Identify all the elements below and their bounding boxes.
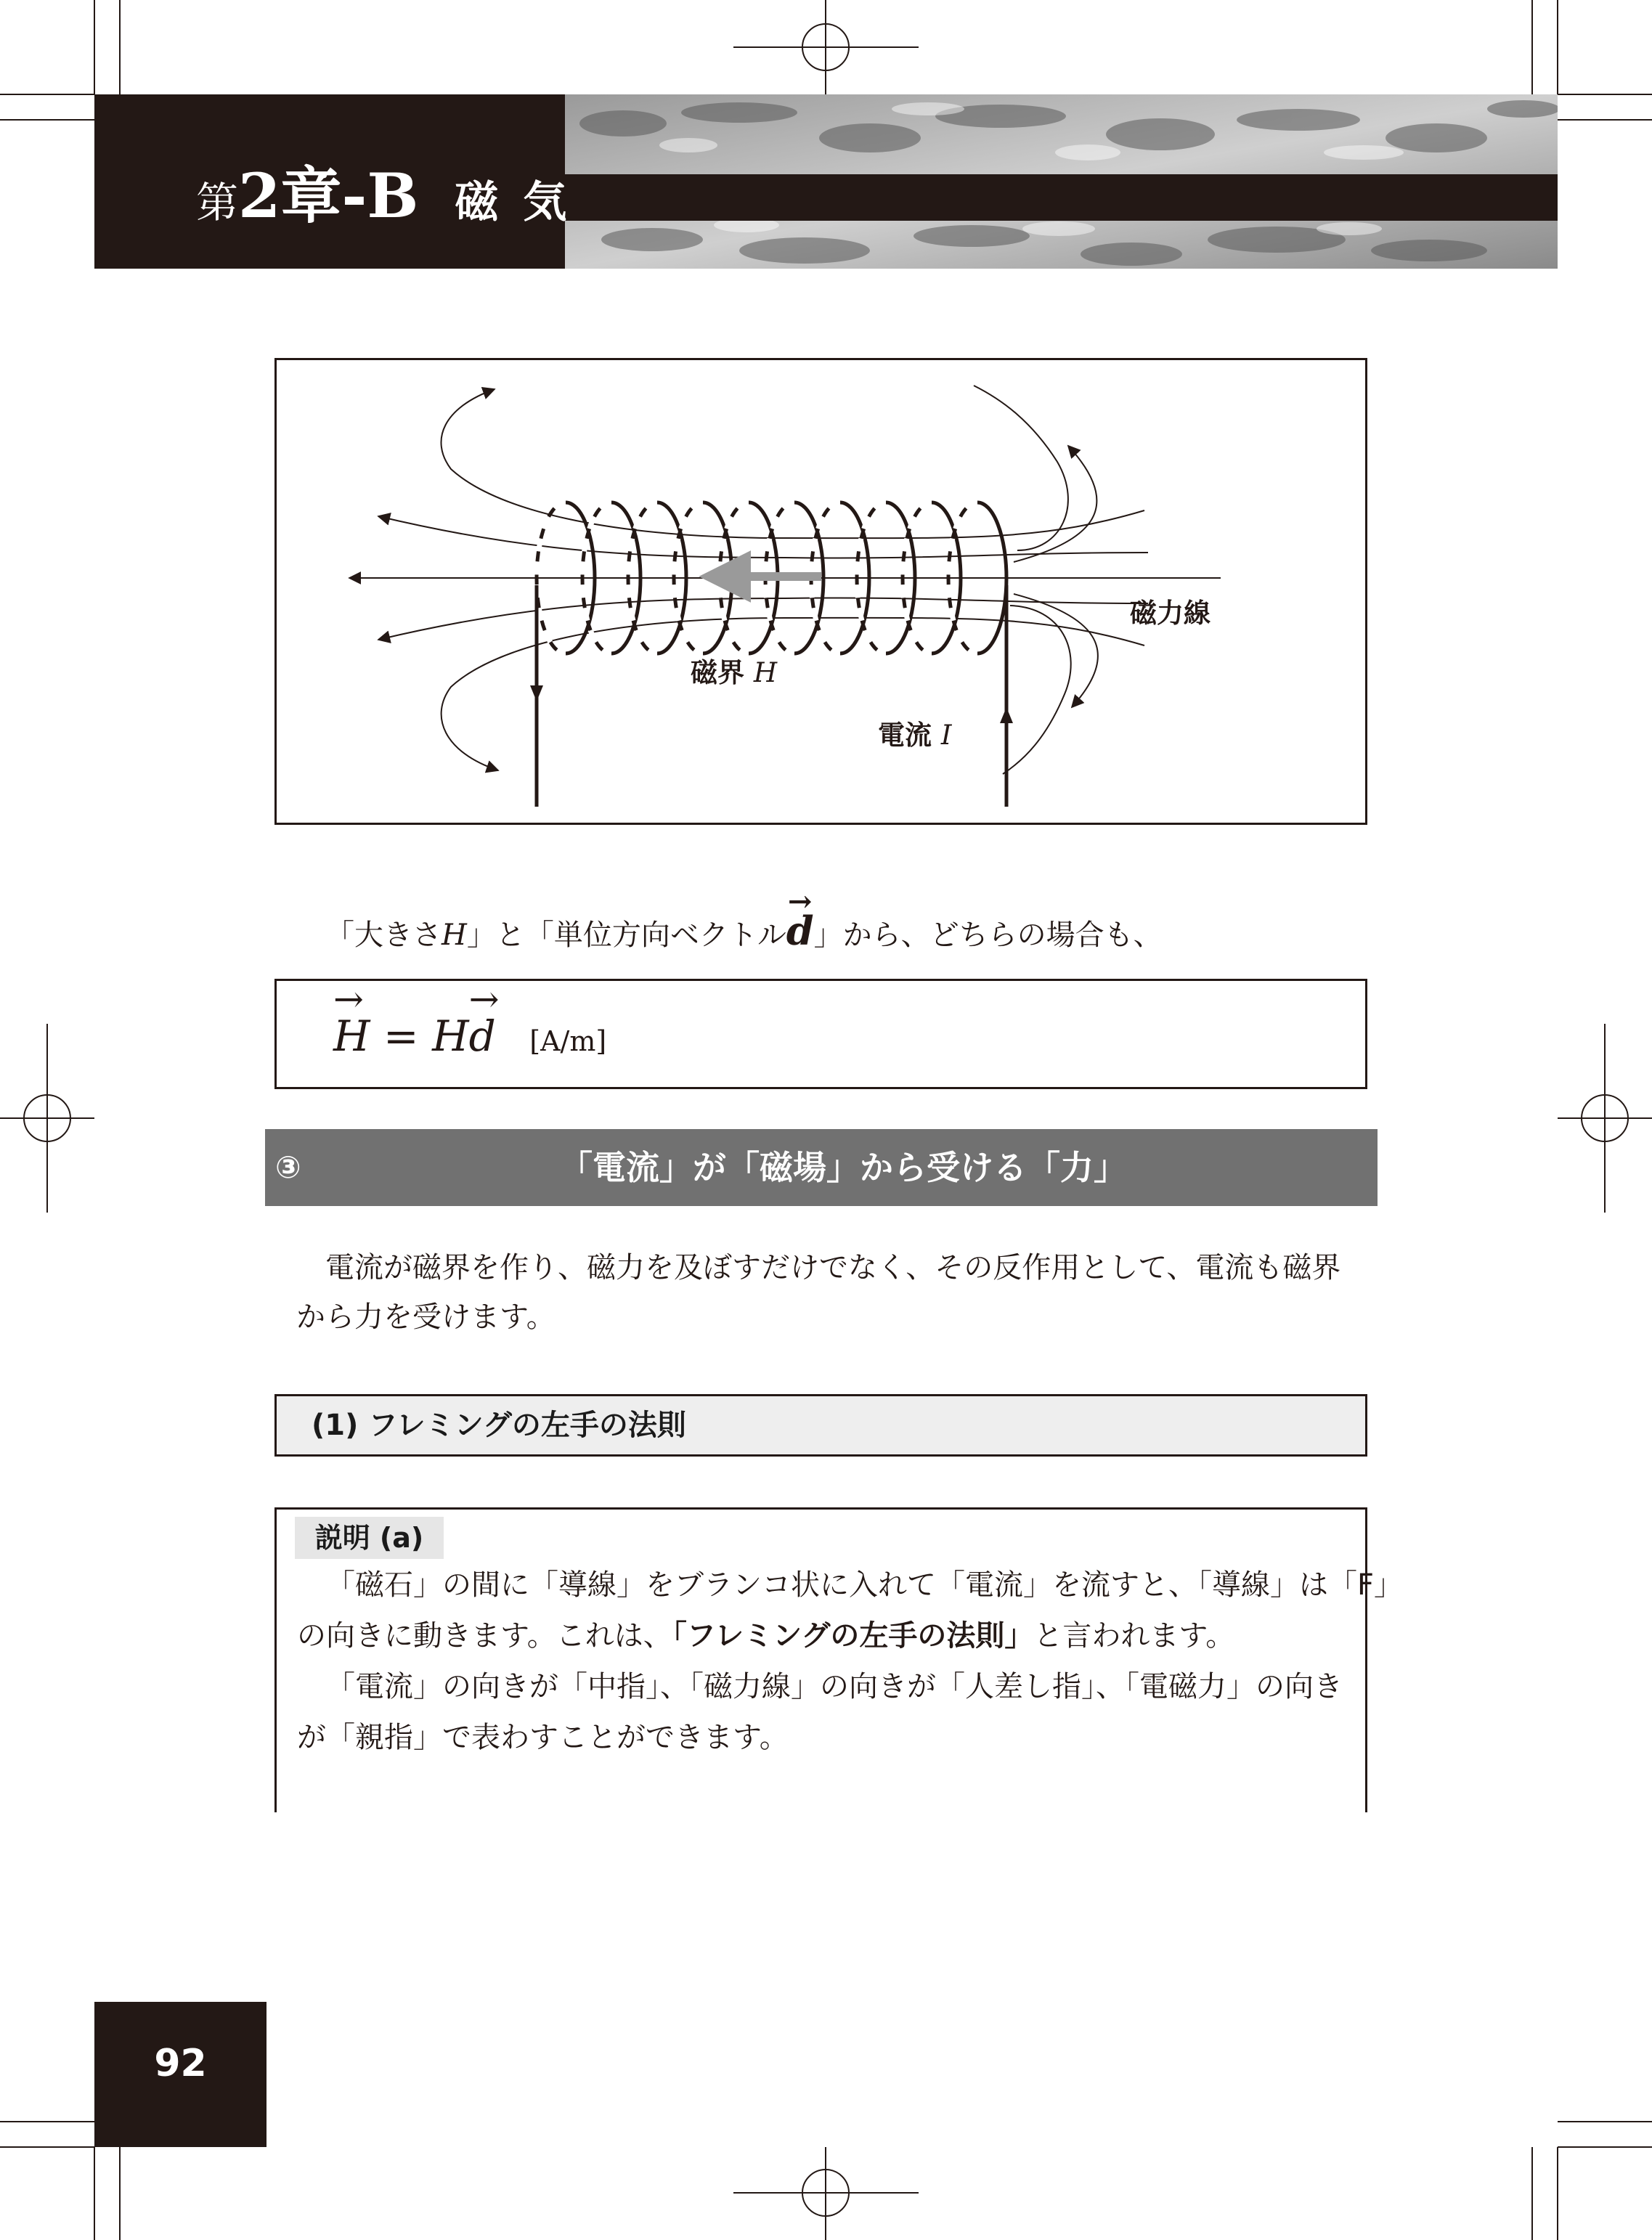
chapter-prefix: 第 (196, 178, 239, 227)
subsection-header (274, 1394, 1367, 1457)
label-current: 電流 I (878, 720, 952, 751)
explanation-tag: 説明 (a) (295, 1517, 444, 1559)
solenoid-figure (274, 358, 1367, 825)
field-line-lower-1 (378, 598, 1148, 640)
section-number: ③ (275, 1149, 301, 1185)
field-line-return-lower-right (1014, 594, 1098, 707)
header-stripe (565, 174, 1558, 221)
page-number-block (94, 2002, 266, 2147)
explanation-box (274, 1507, 1404, 1812)
formula-box (274, 979, 1367, 1089)
field-line-return-right (1014, 446, 1096, 562)
intro-sentence: 「大きさH」と「単位方向ベクトル→ d」から、どちらの場合も、 (325, 906, 1163, 960)
unit-vector-symbol: → d (786, 906, 814, 956)
chapter-number: 2 (238, 160, 281, 232)
explanation-line-1: 「磁石」の間に「導線」をブランコ状に入れて「電流」を流すと、「導線」は「F」 (326, 1568, 1404, 1602)
explanation-line-4: が「親指」で表わすことができます。 (297, 1721, 789, 1754)
body-line-2: から力を受けます。 (296, 1300, 556, 1334)
field-line-upper-1 (378, 516, 1148, 558)
chapter-title (196, 156, 591, 236)
current-arrow-up (1000, 707, 1013, 723)
field-formula: → H = H→ d [A/m] (333, 1011, 606, 1061)
formula-unit: [A/m] (529, 1025, 607, 1057)
page-number: 92 (154, 2042, 207, 2085)
chapter-suffix: 章-B (280, 160, 419, 232)
explanation-line-2: の向きに動きます。これは、「フレミングの左手の法則」と言われます。 (297, 1619, 1235, 1653)
section-title: 「電流」が「磁場」から受ける「力」 (559, 1148, 1127, 1187)
label-magnetic-field: 磁界 H (691, 657, 778, 688)
subsection-title: (1) フレミングの左手の法則 (312, 1409, 686, 1442)
current-arrow-down (530, 685, 543, 701)
field-line-upper-right (974, 386, 1068, 550)
chapter-subject: 磁気 (455, 177, 592, 228)
label-magnetic-field-lines: 磁力線 (1130, 598, 1210, 629)
fleming-rule-emphasis: 「フレミングの左手の法則」 (672, 1619, 1034, 1653)
body-line-1: 電流が磁界を作り、磁力を及ぼすだけでなく、その反作用として、電流も磁界 (325, 1251, 1341, 1284)
explanation-line-3: 「電流」の向きが「中指」、「磁力線」の向きが「人差し指」、「電磁力」の向き (326, 1670, 1343, 1703)
section-header (265, 1129, 1378, 1206)
field-line-lower-right (1003, 606, 1071, 774)
